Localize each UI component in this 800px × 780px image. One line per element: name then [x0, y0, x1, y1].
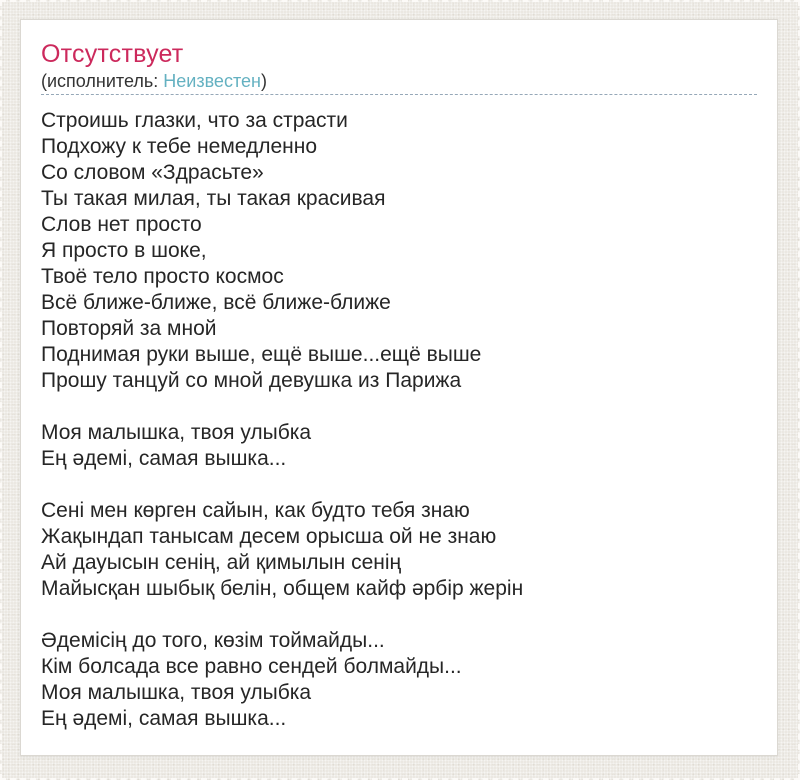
lyric-line: Всё ближе-ближе, всё ближе-ближе [41, 291, 391, 314]
lyric-line: Моя малышка, твоя улыбка [41, 421, 312, 444]
lyric-line: Жақындап танысам десем орысша ой не знаю [41, 525, 497, 548]
lyric-line: Кім болсада все равно сендей болмайды... [41, 655, 462, 678]
lyrics-stanza [41, 628, 757, 732]
lyrics-card [20, 19, 778, 756]
lyrics-stanza [41, 420, 757, 472]
artist-label-close-paren: ) [260, 71, 267, 91]
lyric-line: Сені мен көрген сайын, как будто тебя знаю [41, 499, 470, 522]
lyric-line: Моя малышка, твоя улыбка [41, 681, 312, 704]
lyric-line: Строишь глазки, что за страсти [41, 109, 348, 132]
lyric-line: Ай дауысын сенің, ай қимылын сенің [41, 551, 402, 574]
lyrics-stanza [41, 498, 757, 602]
lyric-line: Со словом «Здрасьте» [41, 161, 264, 184]
lyric-line: Прошу танцуй со мной девушка из Парижа [41, 369, 462, 392]
lyric-line: Подхожу к тебе немедленно [41, 135, 318, 158]
lyric-line: Майысқан шыбық белін, общем кайф әрбір жерін [41, 577, 524, 600]
lyric-line: Ең әдемі, самая вышка... [41, 447, 287, 470]
lyric-line: Я просто в шоке, [41, 239, 207, 262]
lyric-line: Твоё тело просто космос [41, 265, 284, 288]
lyrics-text [41, 108, 757, 732]
page-title: Отсутствует [41, 40, 184, 68]
lyric-line: Ең әдемі, самая вышка... [41, 707, 287, 730]
artist-link[interactable]: Неизвестен [163, 71, 261, 91]
artist-label: (исполнитель: [41, 71, 164, 91]
lyric-line: Әдемісің до того, көзім тоймайды... [41, 629, 385, 652]
lyrics-header [41, 40, 757, 95]
lyric-line: Ты такая милая, ты такая красивая [41, 187, 386, 210]
lyric-line: Повторяй за мной [41, 317, 217, 340]
lyric-line: Слов нет просто [41, 213, 202, 236]
artist-line [41, 71, 757, 95]
lyrics-stanza [41, 108, 757, 394]
lyric-line: Поднимая руки выше, ещё выше...ещё выше [41, 343, 482, 366]
